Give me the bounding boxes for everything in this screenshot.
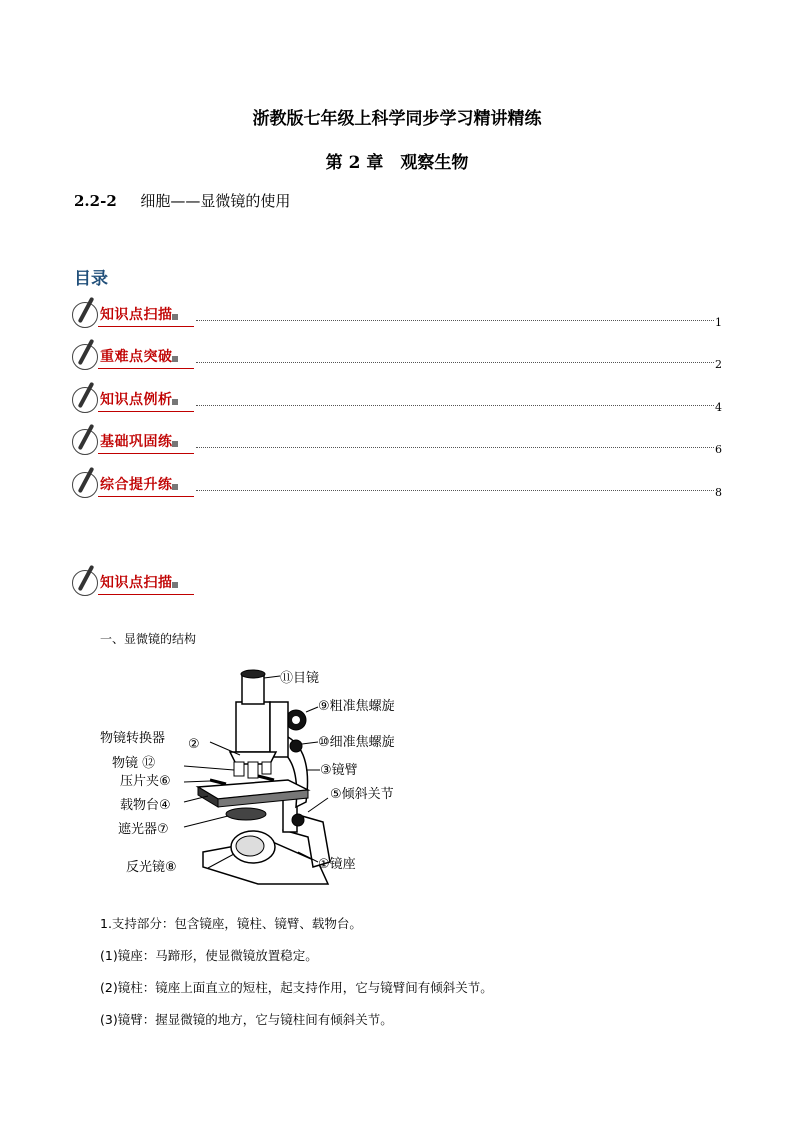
label-objective: 物镜 ⑫ (112, 756, 156, 771)
toc-item[interactable] (72, 470, 722, 506)
toc-item-label: 重难点突破 (100, 349, 173, 365)
label-mirror: 反光镜⑧ (126, 860, 177, 875)
toc-item-page: 1 (715, 316, 722, 329)
toc-heading: 目录 (74, 269, 108, 289)
toc-item[interactable] (72, 342, 722, 378)
paragraph-support: 1.支持部分：包含镜座，镜柱、镜臂、载物台。 (100, 916, 362, 931)
brush-badge-icon (72, 470, 196, 500)
brush-badge-icon (72, 385, 196, 415)
label-fine-focus: ⑩细准焦螺旋 (318, 735, 395, 750)
microscope-icon (98, 662, 428, 890)
toc-item[interactable] (72, 300, 722, 336)
toc-leader-dots (196, 362, 714, 363)
section-number: 2.2-2 (74, 192, 117, 210)
label-eyepiece: ⑪目镜 (280, 671, 320, 686)
section-badge-label: 知识点扫描 (100, 575, 173, 591)
toc-item-label: 知识点例析 (100, 392, 173, 408)
paragraph-pillar: (2)镜柱：镜座上面直立的短柱，起支持作用，它与镜臂间有倾斜关节。 (100, 980, 493, 995)
section-badge (72, 568, 202, 604)
label-stage: 载物台④ (120, 798, 171, 813)
toc-item[interactable] (72, 427, 722, 463)
section-subtitle (74, 190, 290, 211)
toc-item-page: 4 (715, 401, 722, 414)
structure-subheading: 一、显微镜的结构 (100, 632, 197, 646)
brush-badge-icon (72, 568, 196, 598)
brush-badge-icon (72, 342, 196, 372)
label-coarse-focus: ⑨粗准焦螺旋 (318, 699, 395, 714)
toc-leader-dots (196, 490, 714, 491)
label-arm: ③镜臂 (320, 763, 358, 778)
microscope-figure (98, 662, 428, 890)
section-title: 细胞——显微镜的使用 (140, 192, 291, 210)
document-title: 浙教版七年级上科学同步学习精讲精练 (252, 109, 542, 129)
toc-leader-dots (196, 405, 714, 406)
toc-item-label: 知识点扫描 (100, 307, 173, 323)
toc-item-label: 综合提升练 (100, 477, 173, 493)
paragraph-arm: (3)镜臂：握显微镜的地方，它与镜柱间有倾斜关节。 (100, 1012, 393, 1027)
toc-leader-dots (196, 447, 714, 448)
brush-badge-icon (72, 427, 196, 457)
label-nosepiece-number: ② (188, 737, 200, 752)
label-base: ①镜座 (318, 857, 356, 872)
brush-badge-icon (72, 300, 196, 330)
label-nosepiece: 物镜转换器 (100, 731, 166, 746)
toc-item-page: 6 (715, 443, 722, 456)
toc-item-label: 基础巩固练 (100, 434, 173, 450)
chapter-title: 第 2 章 观察生物 (325, 153, 469, 173)
label-diaphragm: 遮光器⑦ (118, 822, 169, 837)
toc-item-page: 2 (715, 358, 722, 371)
toc-item[interactable] (72, 385, 722, 421)
label-tilt-joint: ⑤倾斜关节 (330, 787, 394, 802)
label-clip: 压片夹⑥ (120, 774, 171, 789)
toc-item-page: 8 (715, 486, 722, 499)
paragraph-base: (1)镜座：马蹄形，使显微镜放置稳定。 (100, 948, 318, 963)
toc-leader-dots (196, 320, 714, 321)
